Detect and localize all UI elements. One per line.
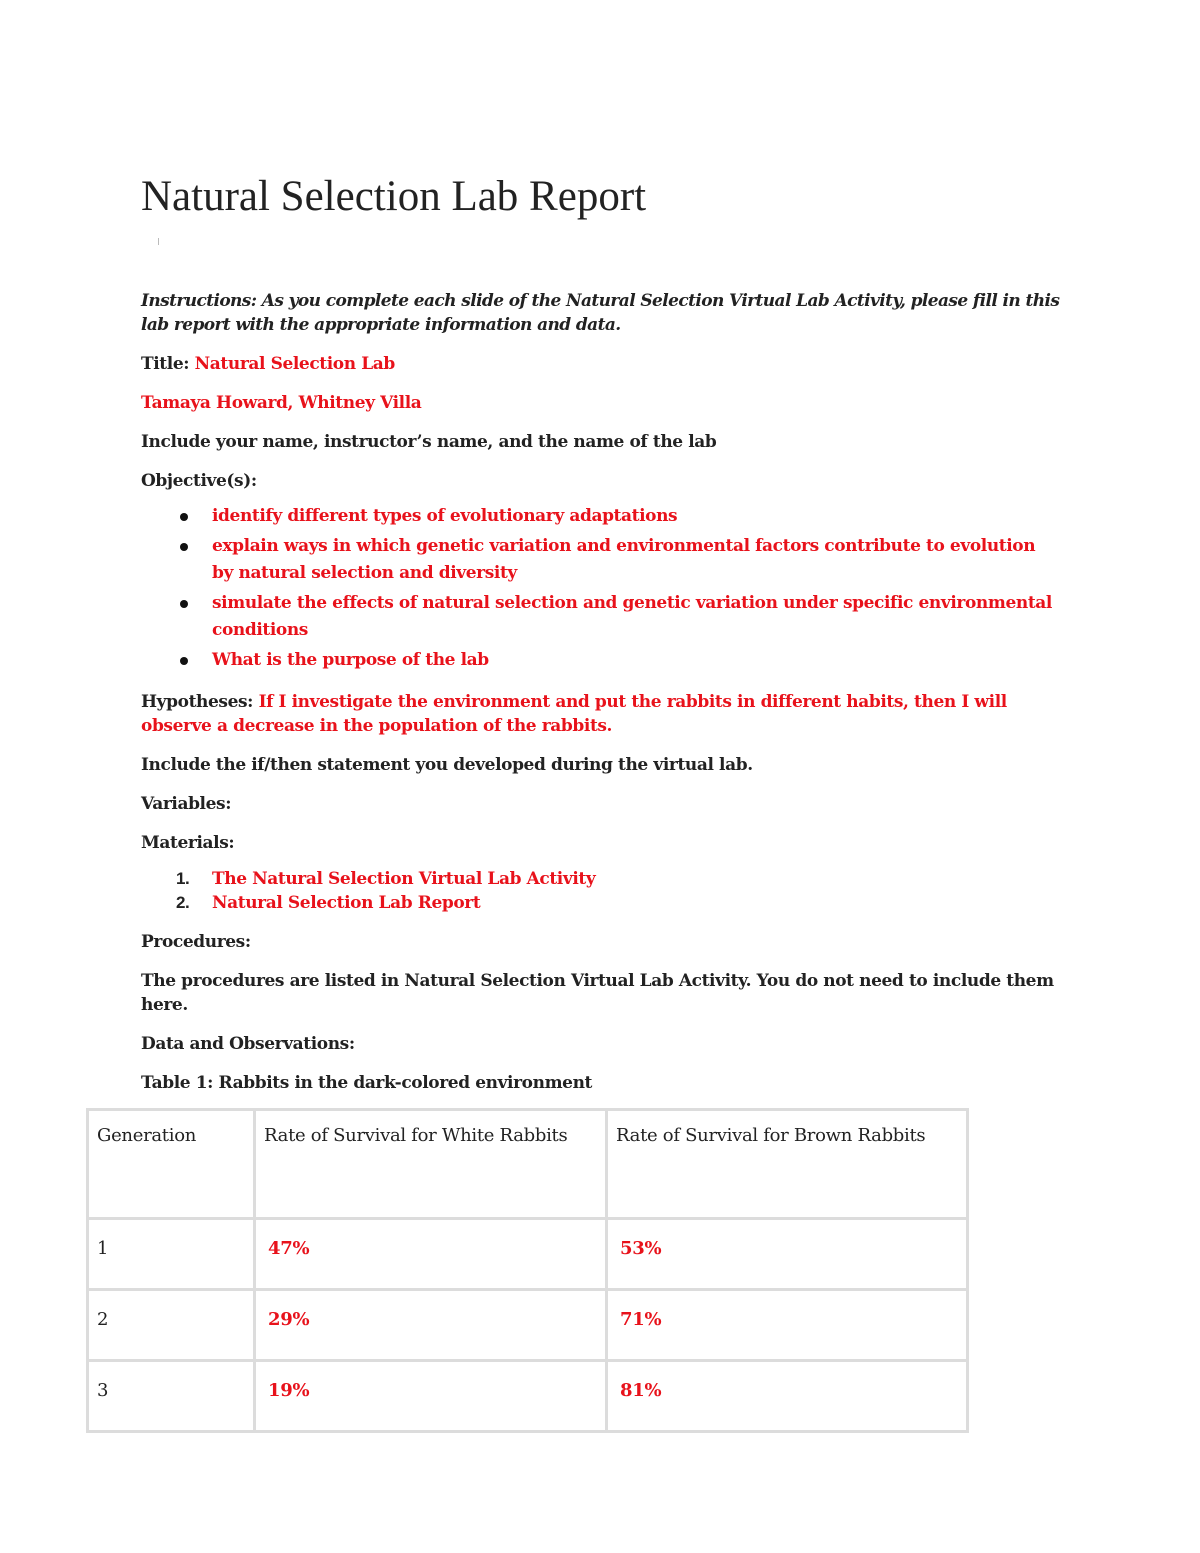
lab-title-line: [141, 352, 1061, 376]
objectives-label: Objective(s):: [141, 471, 257, 491]
hypotheses-value: If I investigate the environment and put the rabbits in different habits, then I will observe a decrease in the population of the rabbits.: [141, 692, 1007, 736]
bullet-icon: [180, 657, 188, 665]
hypotheses-line: [141, 690, 1061, 738]
brown-survival-cell: 81%: [607, 1361, 968, 1432]
table-caption: Table 1: Rabbits in the dark-colored environment: [141, 1073, 592, 1093]
cursor-mark: [158, 238, 159, 245]
procedures-text: The procedures are listed in Natural Selection Virtual Lab Activity. You do not need to include them here.: [141, 971, 1054, 1015]
procedures-label: Procedures:: [141, 932, 251, 952]
generation-cell: 2: [88, 1290, 255, 1361]
bullet-icon: [180, 513, 188, 521]
header-brown-rabbits: Rate of Survival for Brown Rabbits: [607, 1110, 968, 1219]
report-body: [141, 289, 1061, 1110]
material-item: 1. The Natural Selection Virtual Lab Activity: [176, 869, 596, 889]
objective-item: What is the purpose of the lab: [141, 647, 1061, 674]
objective-item: simulate the effects of natural selection and genetic variation under specific environmental conditions: [141, 590, 1061, 644]
table-row: [88, 1361, 968, 1432]
header-white-rabbits: Rate of Survival for White Rabbits: [255, 1110, 607, 1219]
table-row: [88, 1290, 968, 1361]
student-names: Tamaya Howard, Whitney Villa: [141, 393, 422, 413]
hypothesis-prompt: Include the if/then statement you developed during the virtual lab.: [141, 755, 753, 775]
variables-label: Variables:: [141, 794, 232, 814]
bullet-icon: [180, 543, 188, 551]
objectives-list: [141, 503, 1061, 674]
table-row: [88, 1219, 968, 1290]
generation-cell: 3: [88, 1361, 255, 1432]
lab-title-value: Natural Selection Lab: [194, 354, 395, 374]
white-survival-cell: 19%: [255, 1361, 607, 1432]
instructions-text: Instructions: As you complete each slide of the Natural Selection Virtual Lab Activity, please fill in this lab report with the appropriate information and data.: [141, 291, 1060, 335]
data-observations-label: Data and Observations:: [141, 1034, 355, 1054]
generation-cell: 1: [88, 1219, 255, 1290]
name-prompt: Include your name, instructor’s name, and the name of the lab: [141, 432, 717, 452]
lab-title-label: Title:: [141, 354, 190, 374]
page-title: Natural Selection Lab Report: [141, 173, 647, 220]
objective-item: explain ways in which genetic variation and environmental factors contribute to evolution by natural selection and diversity: [141, 533, 1061, 587]
table-header-row: [88, 1110, 968, 1219]
material-item: 2. Natural Selection Lab Report: [176, 893, 481, 913]
brown-survival-cell: 71%: [607, 1290, 968, 1361]
hypotheses-label: Hypotheses:: [141, 692, 254, 712]
materials-list: [141, 867, 1061, 915]
bullet-icon: [180, 600, 188, 608]
survival-table: [86, 1108, 969, 1433]
materials-label: Materials:: [141, 833, 235, 853]
white-survival-cell: 47%: [255, 1219, 607, 1290]
white-survival-cell: 29%: [255, 1290, 607, 1361]
header-generation: Generation: [88, 1110, 255, 1219]
brown-survival-cell: 53%: [607, 1219, 968, 1290]
objective-item: identify different types of evolutionary adaptations: [141, 503, 1061, 530]
